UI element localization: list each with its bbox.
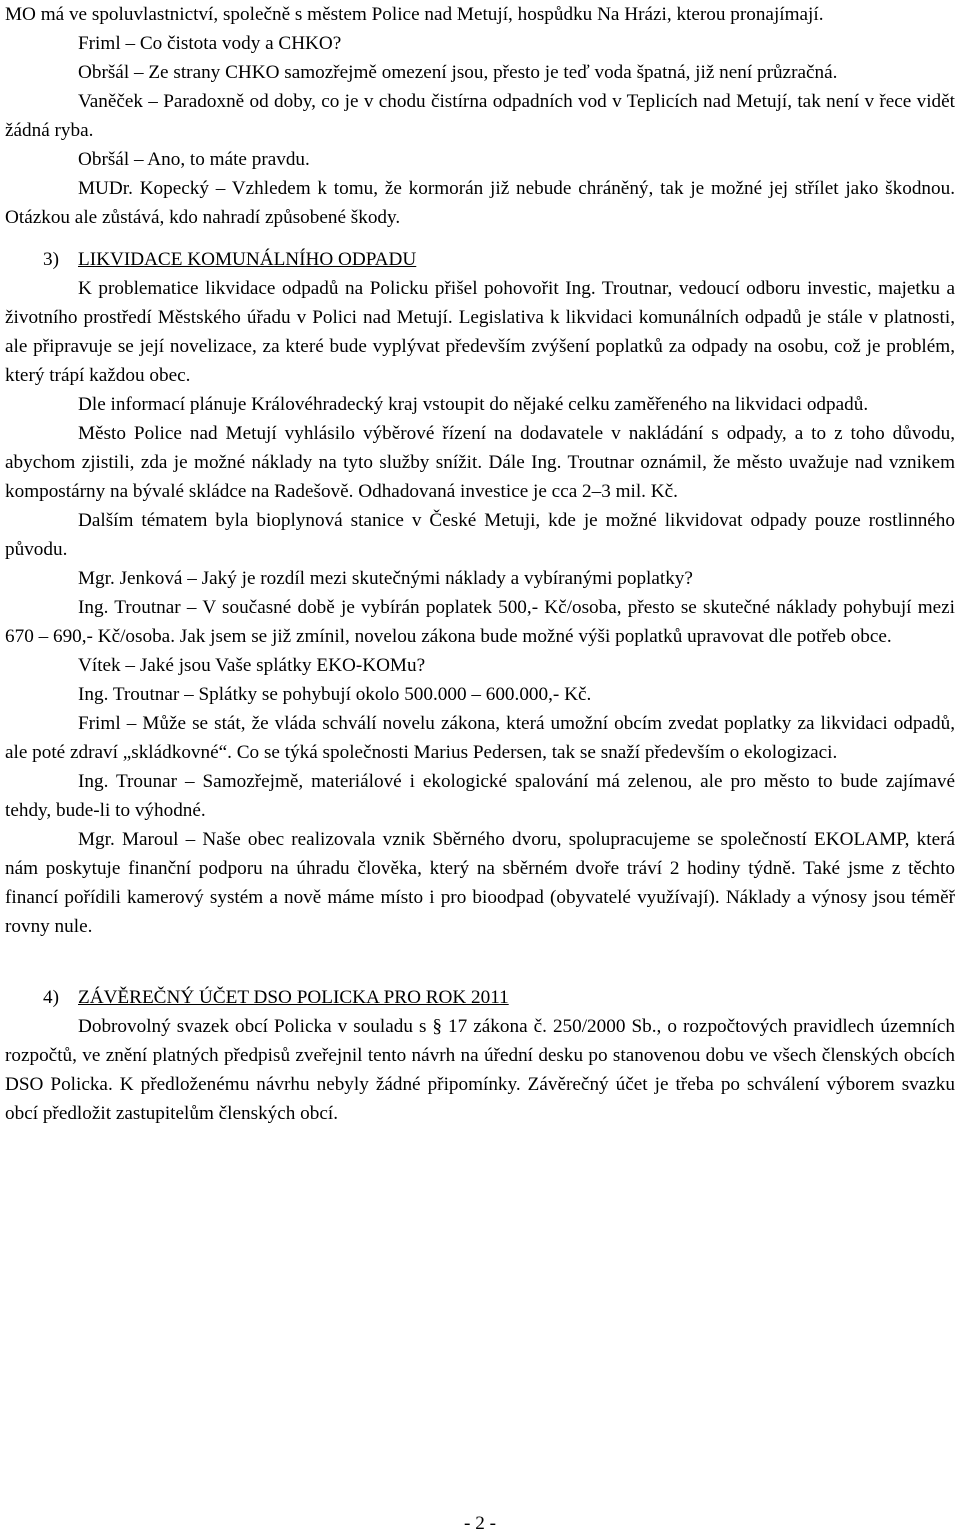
section-3-paragraph: Ing. Troutnar – Splátky se pohybují okolo 500.000 – 600.000,- Kč. [78,684,592,705]
section-4-title: ZÁVĚREČNÝ ÚČET DSO POLICKA PRO ROK 2011 [78,987,509,1008]
section-4-number: 4) [43,987,59,1008]
document-page [5,0,955,1128]
paragraph-obrsal-answer: Obršál – Ze strany CHKO samozřejmě omezení jsou, přesto je teď voda špatná, již není průzračná. [78,62,838,83]
section-3-paragraph: K problematice likvidace odpadů na Policku přišel pohovořit Ing. Troutnar, vedoucí odboru investic, majetku a životního prostředí Městského úřadu v Polici nad Metují. Legislativa k likvidaci komunálních odpadů je stále v platnosti, ale připravuje se její novelizace, za které bude vyplývat především zvýšení poplatků za odpady na osobu, což je problém, který trápí každou obec. [5,278,955,386]
section-4-paragraph: Dobrovolný svazek obcí Policka v souladu s § 17 zákona č. 250/2000 Sb., o rozpočtových pravidlech územních rozpočtů, ve znění platných předpisů zveřejnil tento návrh na úřední desku po stanovenou dobu ve všech členských obcích DSO Policka. K předloženému návrhu nebyly žádné připomínky. Závěrečný účet je třeba po schválení výborem svazku obcí předložit zastupitelům členských obcí. [5,1016,955,1124]
section-3-paragraph: Vítek – Jaké jsou Vaše splátky EKO-KOMu? [78,655,426,676]
section-3-paragraph: Dalším tématem byla bioplynová stanice v České Metuji, kde je možné likvidovat odpady pouze rostlinného původu. [5,510,955,560]
section-3-paragraph: Ing. Trounar – Samozřejmě, materiálové i ekologické spalování má zelenou, ale pro město to bude zajímavé tehdy, bude-li to výhodné. [5,771,955,821]
section-4-heading [5,983,955,1012]
paragraph-friml-question: Friml – Co čistota vody a CHKO? [78,33,342,54]
section-3-paragraph: Město Police nad Metují vyhlásilo výběrové řízení na dodavatele v nakládání s odpady, a to z toho důvodu, abychom zjistili, zda je možné náklady na tyto služby snížit. Dále Ing. Troutnar oznámil, že město uvažuje nad vznikem kompostárny na bývalé skládce na Radešově. Odhadovaná investice je cca 2–3 mil. Kč. [5,423,955,502]
paragraph-kopecky: MUDr. Kopecký – Vzhledem k tomu, že kormorán již nebude chráněný, tak je možné jej střílet jako škodnou. Otázkou ale zůstává, kdo nahradí způsobené škody. [5,178,955,228]
paragraph-hospudka: MO má ve spoluvlastnictví, společně s městem Police nad Metují, hospůdku Na Hrázi, kterou pronajímají. [5,4,824,25]
page-number: - 2 - [464,1513,496,1534]
paragraph-vanecek: Vaněček – Paradoxně od doby, co je v chodu čistírna odpadních vod v Teplicích nad Metují, tak není v řece vidět žádná ryba. [5,91,955,141]
section-3-heading [5,245,955,274]
paragraph-obrsal-agree: Obršál – Ano, to máte pravdu. [78,149,310,170]
section-3-title: LIKVIDACE KOMUNÁLNÍHO ODPADU [78,249,417,270]
section-3-paragraph: Friml – Může se stát, že vláda schválí novelu zákona, která umožní obcím zvedat poplatky za likvidaci odpadů, ale poté zdraví „skládkovné“. Co se týká společnosti Marius Pedersen, tak se snaží především o ekologizaci. [5,713,955,763]
section-3-paragraph: Ing. Troutnar – V současné době je vybírán poplatek 500,- Kč/osoba, přesto se skutečné náklady pohybují mezi 670 – 690,- Kč/osoba. Jak jsem se již zmínil, novelou zákona bude možné výši poplatků upravovat dle potřeb obce. [5,597,955,647]
section-3-paragraph: Mgr. Maroul – Naše obec realizovala vznik Sběrného dvoru, spolupracujeme se společností EKOLAMP, která nám poskytuje finanční podporu na úhradu člověka, který na sběrném dvoře tráví 2 hodiny týdně. Také jsme z těchto financí pořídili kamerový systém a nově máme místo i pro bioodpad (obyvatelé využívají). Náklady a výnosy jsou téměř rovny nule. [5,829,955,937]
section-3-paragraph: Dle informací plánuje Královéhradecký kraj vstoupit do nějaké celku zaměřeného na likvidaci odpadů. [78,394,869,415]
section-3-number: 3) [43,249,59,270]
section-3-paragraph: Mgr. Jenková – Jaký je rozdíl mezi skutečnými náklady a vybíranými poplatky? [78,568,693,589]
